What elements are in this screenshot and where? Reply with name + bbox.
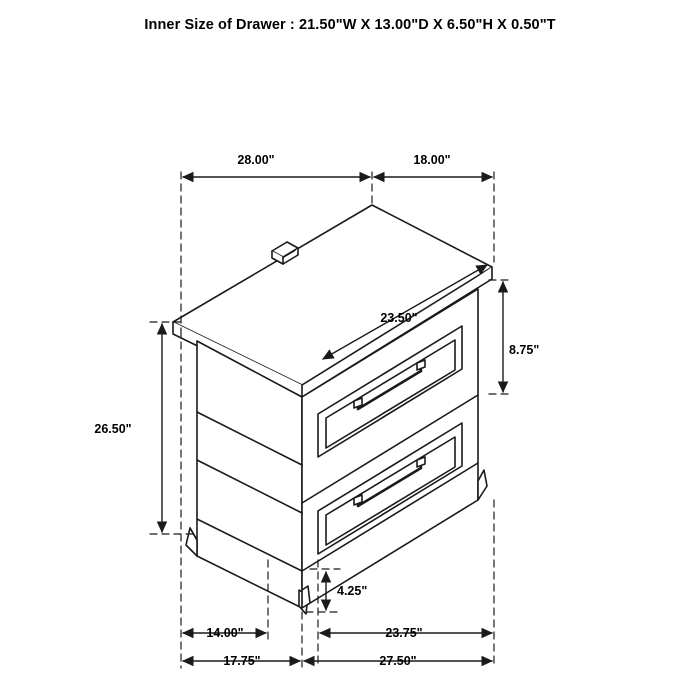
dim-label-top-diagonal: 23.50" [380,311,418,325]
dim-label-side-depth-inner: 14.00" [206,626,244,640]
dim-label-front-width-outer: 27.50" [379,654,417,668]
dim-label-drawer-height: 8.75" [509,343,540,357]
dim-label-overall-height: 26.50" [94,422,132,436]
dim-label-top-depth-right: 18.00" [413,153,451,167]
dim-label-leg-clearance: 4.25" [337,584,368,598]
dim-label-front-width-inner: 23.75" [385,626,423,640]
page-title: Inner Size of Drawer : 21.50"W X 13.00"D X 6.50"H X 0.50"T [144,17,556,33]
dim-label-side-depth-outer: 17.75" [223,654,261,668]
dim-label-top-width: 28.00" [237,153,275,167]
